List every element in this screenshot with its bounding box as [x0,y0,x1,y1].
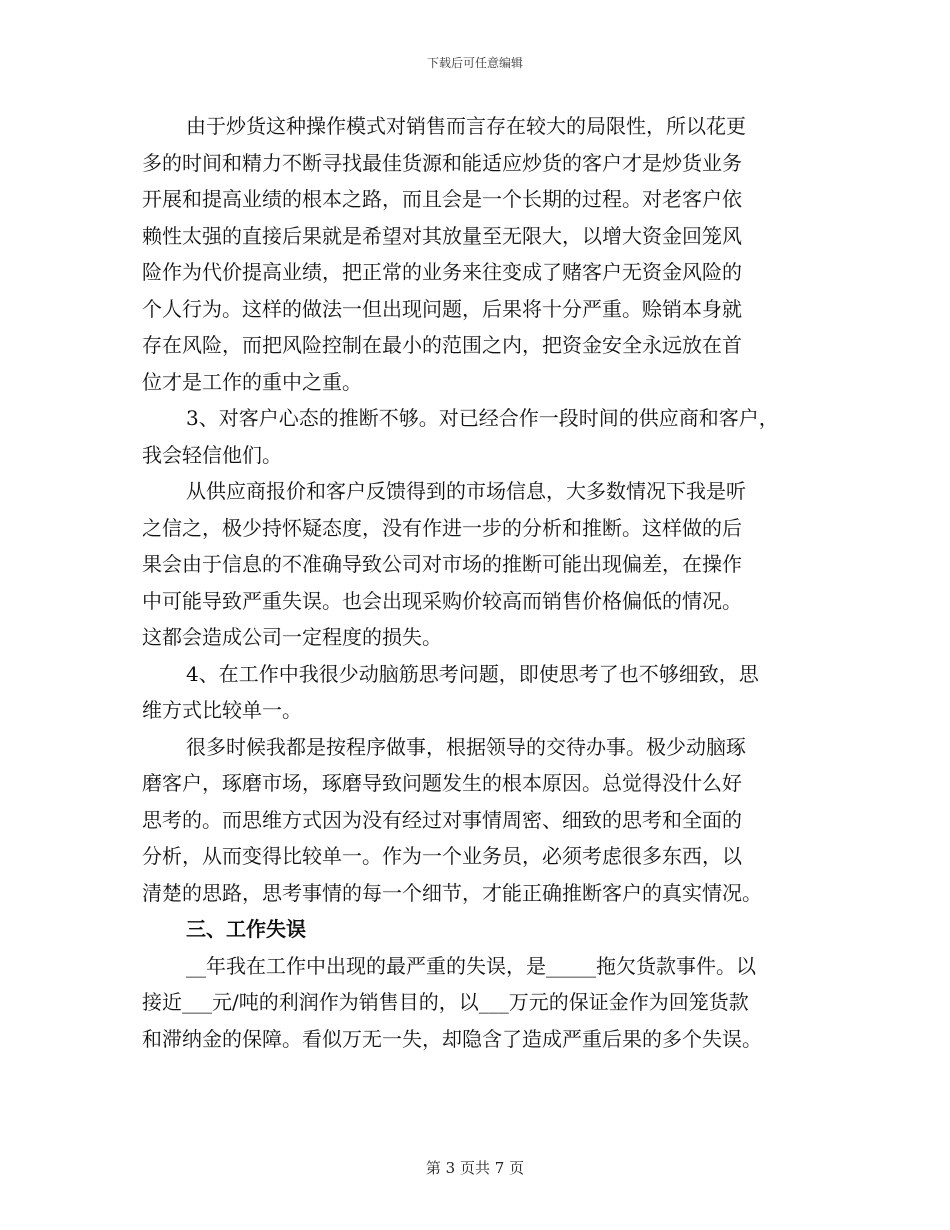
page-footer: 第 3 页共 7 页 [425,1159,525,1177]
text-line: 接近___元/吨的利润作为销售目的，以___万元的保证金作为回笼货款 [142,990,749,1014]
text-line: 很多时候我都是按程序做事，根据领导的交待办事。极少动脑琢 [186,734,746,759]
text-line: 由于炒货这种操作模式对销售而言存在较大的局限性，所以花更 [186,114,746,138]
text-line: 维方式比较单一。 [142,698,302,722]
text-line: 4、在工作中我很少动脑筋思考问题，即使思考了也不够细致，思 [186,661,759,686]
text-line: 之信之，极少持怀疑态度，没有作进一步的分析和推断。这样做的后 [142,515,742,540]
text-line: 赖性太强的直接后果就是希望对其放量至无限大，以增大资金回笼风 [142,223,742,248]
text-line: 磨客户，琢磨市场，琢磨导致问题发生的根本原因。总觉得没什么好 [142,771,742,795]
text-line: 多的时间和精力不断寻找最佳货源和能适应炒货的客户才是炒货业务 [142,150,742,175]
text-line: 从供应商报价和客户反馈得到的市场信息，大多数情况下我是听 [186,479,746,503]
text-line: 果会由于信息的不准确导致公司对市场的推断可能出现偏差，在操作 [142,552,742,576]
section-heading: 三、工作失误 [186,917,306,941]
body-text [142,108,820,1057]
text-line: 思考的。而思维方式因为没有经过对事情周密、细致的思考和全面的 [142,807,742,832]
text-line: 和滞纳金的保障。看似万无一失，却隐含了造成严重后果的多个失误。 [142,1026,762,1051]
text-line: 这都会造成公司一定程度的损失。 [142,625,442,649]
text-line: 开展和提高业绩的根本之路，而且会是一个长期的过程。对老客户依 [142,187,742,211]
text-line: 分析，从而变得比较单一。作为一个业务员，必须考虑很多东西，以 [142,844,742,868]
text-line: 位才是工作的重中之重。 [142,369,362,394]
text-line: __年我在工作中出现的最严重的失误，是_____拖欠货款事件。以 [186,953,756,978]
text-line: 险作为代价提高业绩，把正常的业务来往变成了赌客户无资金风险的 [142,260,742,284]
text-line: 3、对客户心态的推断不够。对已经合作一段时间的供应商和客户， [186,406,779,430]
text-line: 中可能导致严重失误。也会出现采购价较高而销售价格偏低的情况。 [142,588,742,613]
page-header: 下载后可任意编辑 [426,56,523,70]
text-line: 个人行为。这样的做法一但出现问题，后果将十分严重。赊销本身就 [142,296,742,321]
text-line: 清楚的思路，思考事情的每一个细节，才能正确推断客户的真实情况。 [142,880,762,905]
text-line: 我会轻信他们。 [142,442,282,467]
text-line: 存在风险，而把风险控制在最小的范围之内，把资金安全永远放在首 [142,333,742,357]
